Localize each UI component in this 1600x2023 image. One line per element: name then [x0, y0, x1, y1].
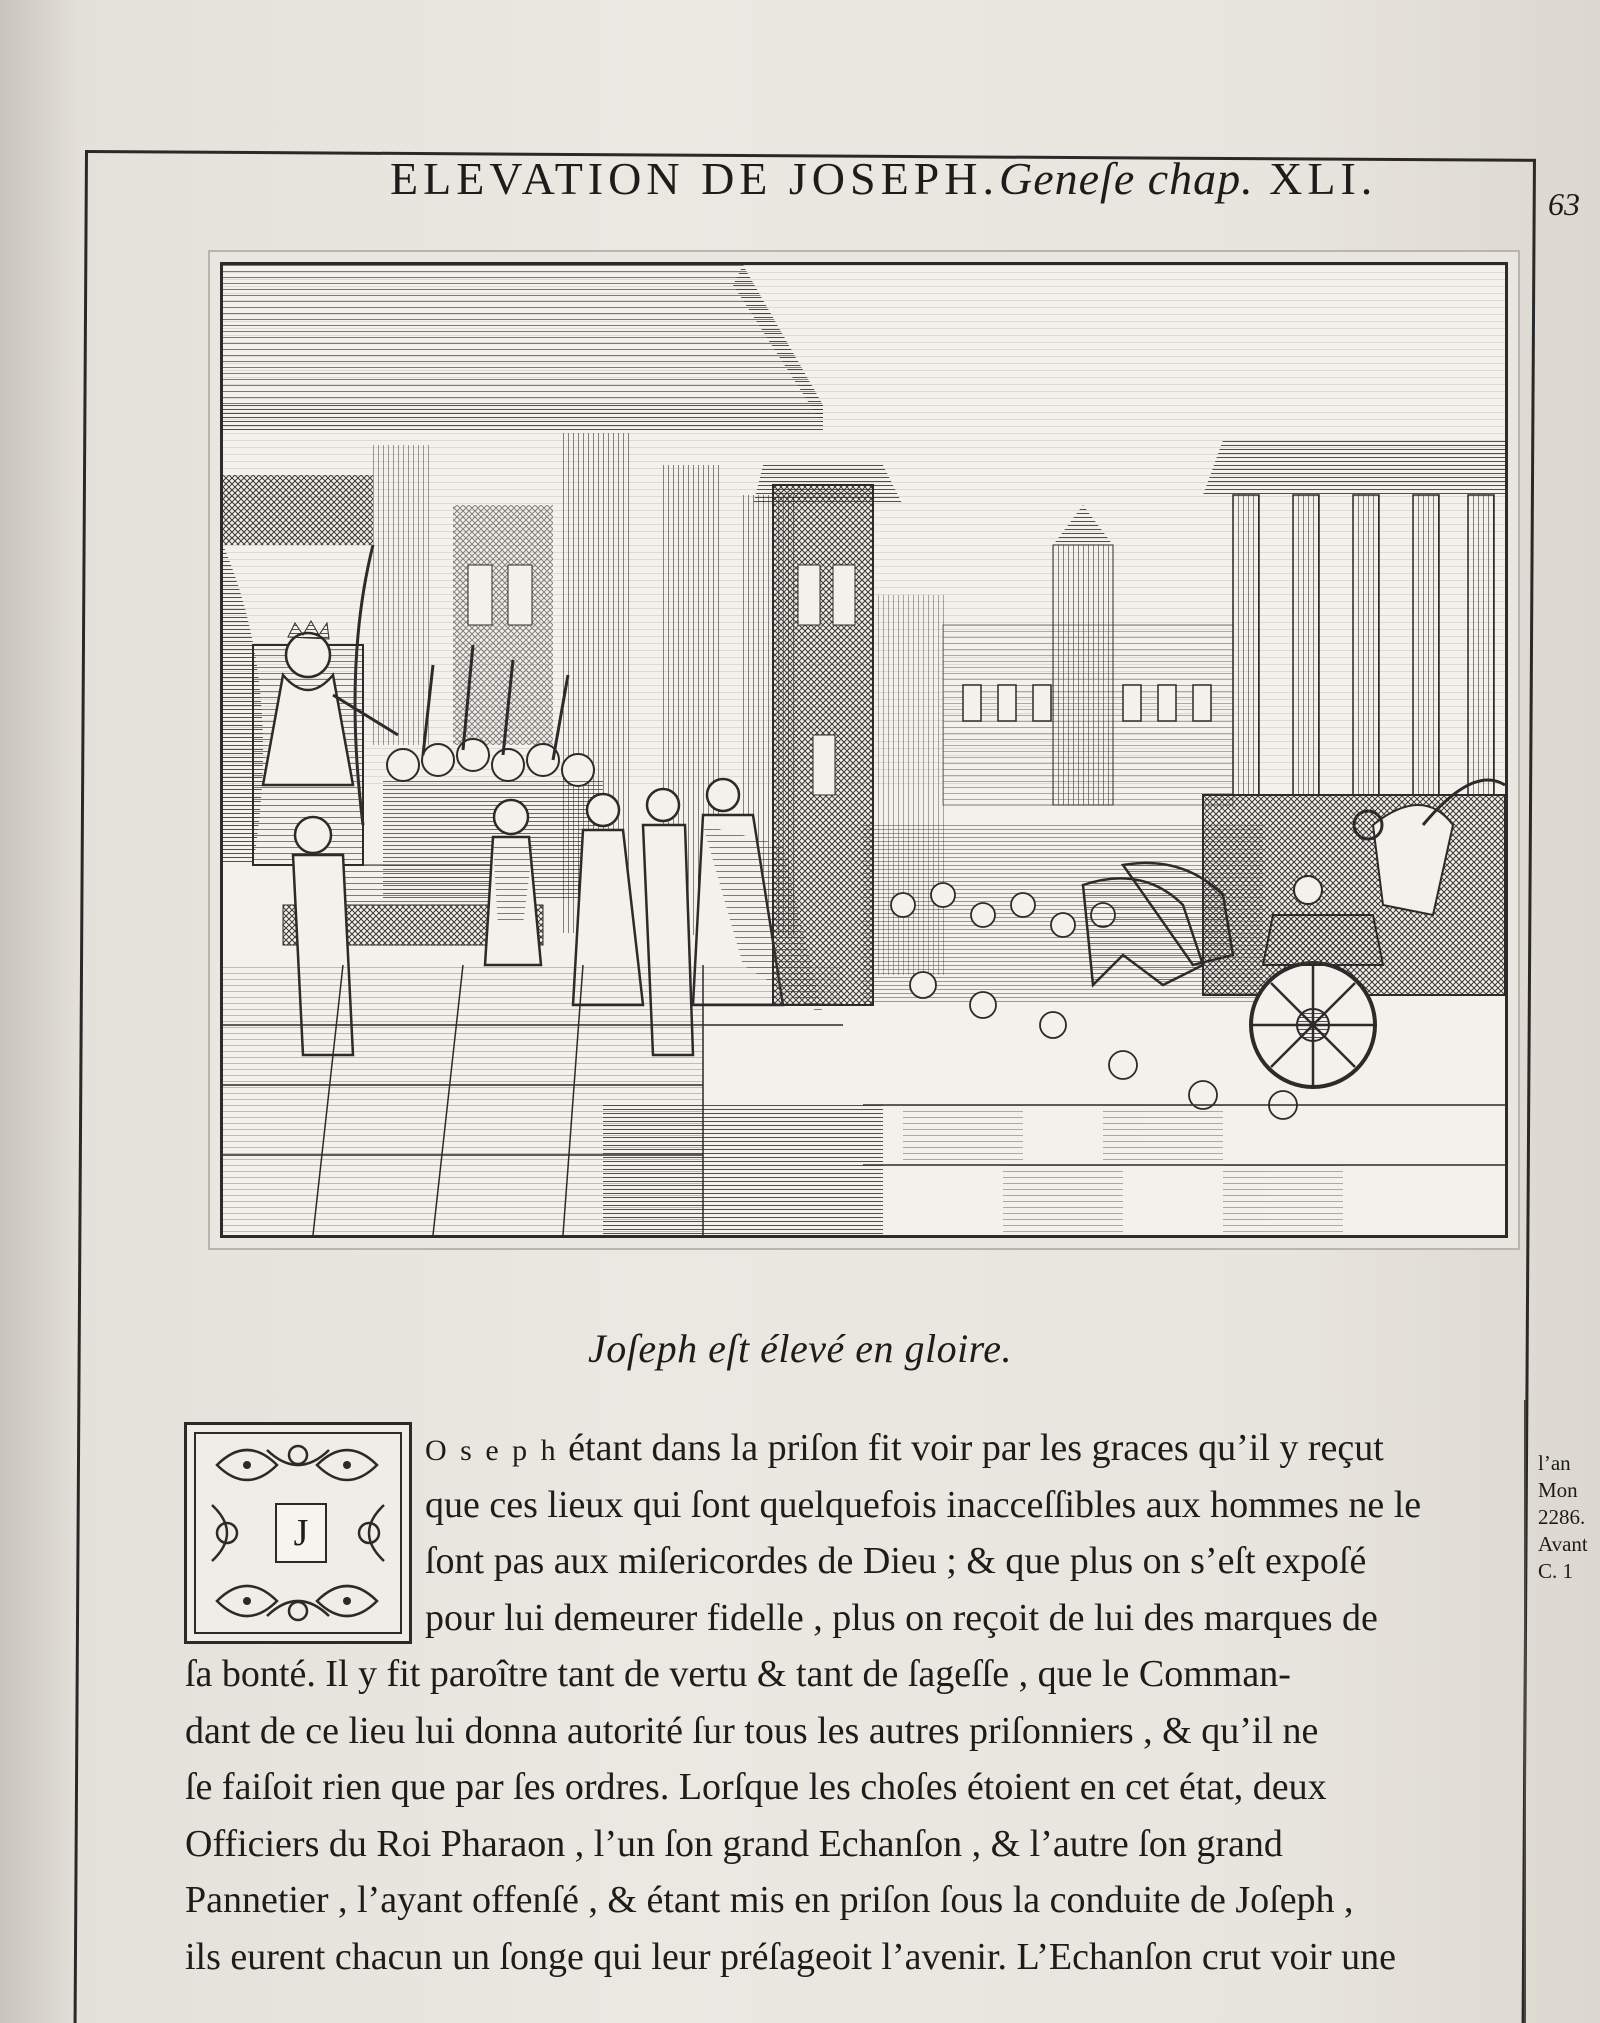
- body-line: ſe faiſoit rien que par ſes ordres. Lorſque les choſes étoient en cet état, deux: [185, 1766, 1327, 1808]
- running-head-chapter: XLI.: [1269, 153, 1378, 204]
- margin-note-line: Avant: [1538, 1532, 1588, 1556]
- body-line: ſont pas aux miſericordes de Dieu ; & que plus on s’eſt expoſé: [425, 1540, 1367, 1582]
- margin-note-line: l’an: [1538, 1451, 1571, 1475]
- running-head-title: ELEVATION DE JOSEPH.: [390, 153, 999, 204]
- margin-note: [1538, 1450, 1600, 1585]
- margin-note-line: 2286.: [1538, 1505, 1586, 1529]
- body-line: que ces lieux qui ſont quelquefois inacceſſibles aux hommes ne le: [425, 1483, 1422, 1526]
- body-line: ils eurent chacun un ſonge qui leur préſageoit l’avenir. L’Echanſon crut voir une: [185, 1935, 1397, 1978]
- page-number: 63: [1548, 186, 1580, 222]
- margin-rule: [1524, 1400, 1526, 2023]
- opening-word: O s e p h: [425, 1434, 559, 1467]
- body-line: O s e p h étant dans la priſon fit voir par les graces qu’il y reçut: [425, 1427, 1384, 1469]
- running-head-book: Geneſe chap.: [999, 153, 1254, 204]
- body-line: dant de ce lieu lui donna autorité ſur tous les autres priſonniers , & qu’il ne: [185, 1709, 1319, 1752]
- engraving-illustration: [220, 262, 1508, 1238]
- body-paragraph: [185, 1420, 1515, 1985]
- margin-note-line: Mon: [1538, 1478, 1578, 1502]
- body-line: ſa bonté. Il y fit paroître tant de vertu & tant de ſageſſe , que le Comman-: [185, 1653, 1291, 1695]
- illustration-caption: Joſeph eſt élevé en gloire.: [587, 1326, 1013, 1371]
- body-line: pour lui demeurer fidelle , plus on reçoit de lui des marques de: [425, 1596, 1378, 1639]
- drop-initial-letter: J: [275, 1503, 327, 1563]
- engraving-drawing: [223, 265, 1505, 1235]
- running-head: [390, 152, 1378, 205]
- body-line: Officiers du Roi Pharaon , l’un ſon grand Echanſon , & l’autre ſon grand: [185, 1822, 1283, 1865]
- body-line: Pannetier , l’ayant offenſé , & étant mis en priſon ſous la conduite de Joſeph ,: [185, 1879, 1354, 1921]
- margin-note-line: C. 1: [1538, 1559, 1574, 1583]
